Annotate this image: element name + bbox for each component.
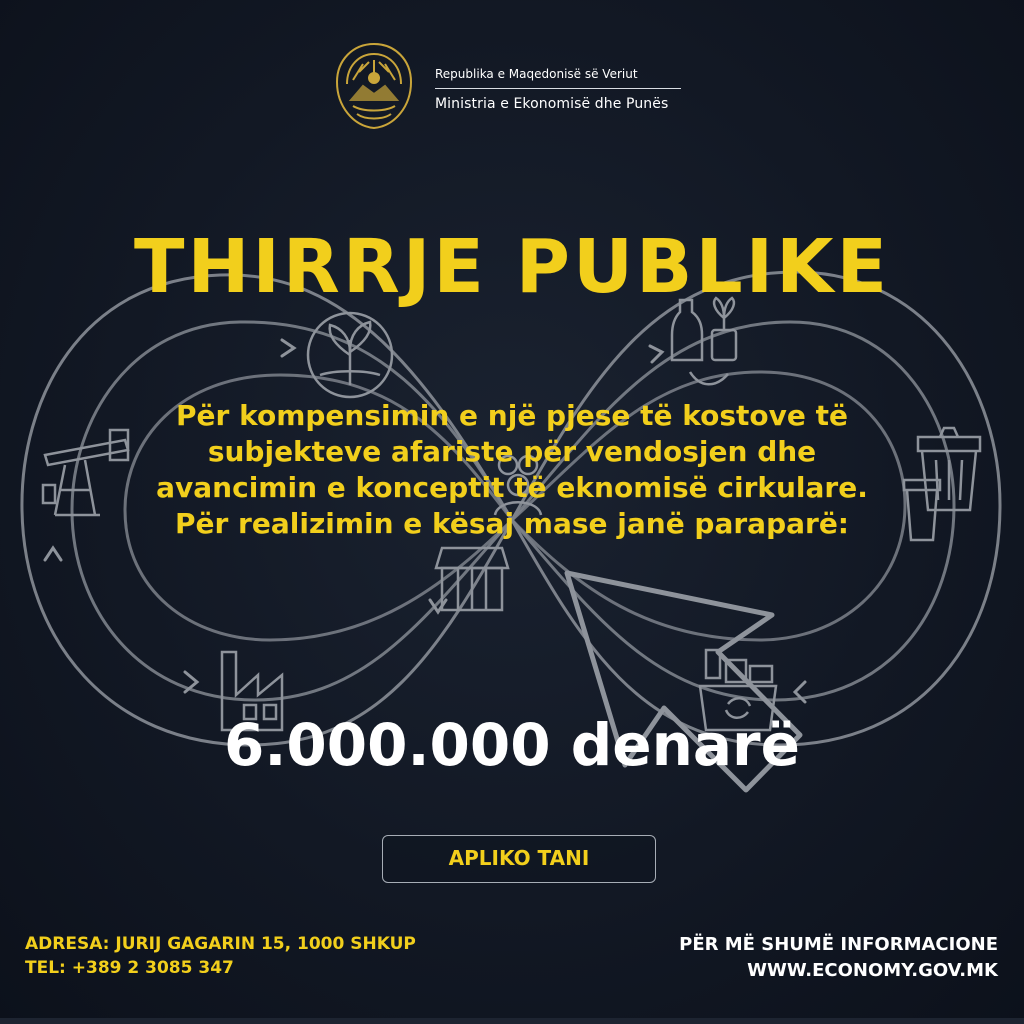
description [60,398,964,542]
phone-text: TEL: +389 2 3085 347 [25,958,234,978]
ministry-name: Ministria e Ekonomisë dhe Punës [435,96,669,112]
country-name: Republika e Maqedonisë së Veriut [435,66,681,89]
page-title: THIRRJE PUBLIKE [133,224,891,310]
bottom-divider [0,1018,1024,1024]
apply-now-button[interactable]: APLIKO TANI [382,835,656,883]
description-line: Për realizimin e kësaj mase janë paraparë: [174,507,850,540]
plant-icon [308,313,392,397]
website-link[interactable]: WWW.ECONOMY.GOV.MK [747,960,998,981]
description-line: subjekteve afariste për vendosjen dhe [207,435,817,468]
address-text: ADRESA: JURIJ GAGARIN 15, 1000 SHKUP [25,934,416,954]
funding-amount: 6.000.000 denarë [224,711,800,779]
ministry-header [435,66,681,113]
more-info-label: PËR MË SHUMË INFORMACIONE [679,934,998,955]
contact-block [25,932,416,980]
description-line: Për kompensimin e një pjese të kostove të [176,399,848,432]
coat-of-arms-icon [333,40,415,132]
description-line: avancimin e konceptit të eknomisë cirkulare. [156,471,868,504]
info-block [679,932,998,984]
